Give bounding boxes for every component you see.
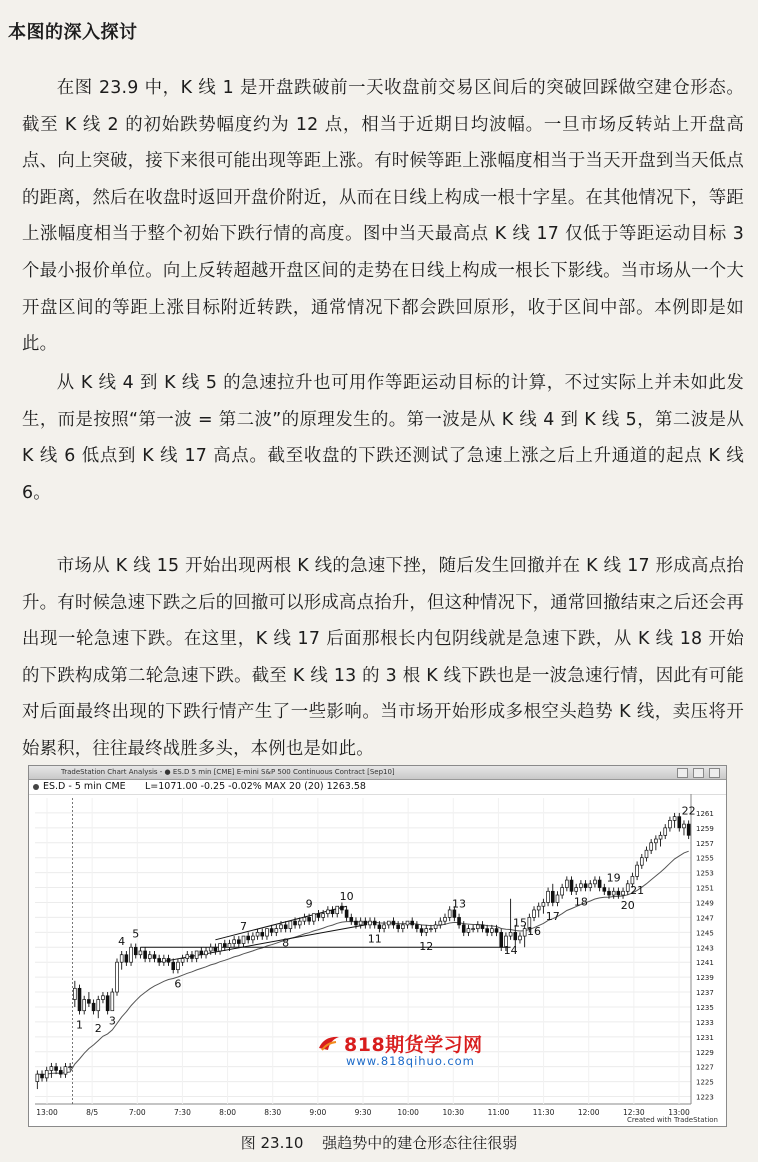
x-tick-label: 7:30 [174,1108,191,1117]
candlestick-chart [29,766,727,1127]
bar-label-11: 11 [367,932,382,946]
candle-body [317,914,320,918]
y-tick-label: 1251 [696,884,714,893]
bar-label-19: 19 [606,871,621,885]
chart-window [28,765,727,1127]
candle-body [481,925,484,929]
x-tick-label: 11:30 [532,1108,555,1117]
candle-body [561,888,564,895]
watermark [318,1030,518,1070]
x-tick-label: 9:30 [354,1108,372,1117]
y-tick-label: 1237 [696,989,714,998]
candle-body [78,988,81,1010]
y-tick-label: 1255 [696,854,714,863]
y-tick-label: 1235 [696,1003,714,1012]
candle-body [116,962,119,992]
candle-body [448,910,451,917]
candle-body [359,921,362,925]
candle-body [364,921,367,925]
candle-body [519,936,522,940]
candle-body [87,1000,90,1004]
candle-body [289,921,292,928]
candle-body [148,955,151,959]
y-tick-label: 1231 [696,1033,714,1042]
candle-body [265,929,268,936]
bar-label-4: 4 [118,935,126,948]
bar-label-9: 9 [305,897,313,911]
candle-body [556,895,559,902]
y-tick-label: 1259 [696,824,714,833]
candle-body [209,947,212,951]
candle-body [195,951,198,958]
candle-body [228,944,231,948]
candle-body [565,880,568,887]
candle-body [200,951,203,955]
x-tick-label: 7:00 [128,1108,146,1117]
chart-quote: L=1071.00 -0.25 -0.02% MAX 20 (20) 1263.58 [145,781,366,792]
candle-body [205,951,208,955]
figure-caption [0,1132,758,1153]
candle-body [486,929,489,933]
candle-body [373,921,376,925]
bar-label-3: 3 [108,1014,116,1028]
candle-body [162,958,165,962]
candle-body [176,962,179,969]
paragraph-1: 在图 23.9 中，K 线 1 是开盘跌破前一天收盘前交易区间后的突破回踩做空建仓形态。截至 K 线 2 的初始跌势幅度约为 12 点，相当于近期日均波幅。一旦市场反转站上开盘高点、向上突破，接下来很可能出现等距上涨。有时候等距上涨幅度相当于当天开盘到当天低点的距离，然后在收盘时返回开盘价附近，从而在日线上构成一根十字星。在其他情况下，等距上涨幅度相当于整个初始下跌行情的高度。图中当天最高点 K 线 17 仅低于等距运动目标 3 个最小报价单位。向上反转超越开盘区间的走势在日线上构成一根长下影线。当市场从一个大开盘区间的等距上涨目标附近转跌，通常情况下都会跌回原形，收于区间中部。本例即是如此。 [22,78,744,355]
chart-symbol: ES.D - 5 min CME [43,781,126,792]
candle-body [298,921,301,925]
candle-body [139,951,142,955]
candle-body [322,914,325,918]
candle-body [439,921,442,925]
candle-body [411,921,414,925]
candle-body [509,932,512,936]
candle-body [678,817,681,828]
y-tick-label: 1239 [696,974,714,983]
x-tick-label: 12:00 [577,1108,600,1117]
candle-body [472,929,475,930]
candle-body [158,958,161,962]
candle-body [101,996,104,1000]
figure-caption-text: 强趋势中的建仓形态往往很弱 [322,1134,518,1152]
candle-body [612,891,615,895]
candle-body [584,884,587,888]
candle-body [261,932,264,936]
bar-label-17: 17 [545,910,560,924]
candle-body [453,910,456,917]
candle-body [92,1003,95,1010]
candle-body [533,910,536,917]
watermark-logo-icon [318,1034,340,1052]
candle-body [153,955,156,959]
candle-body [191,955,194,959]
candle-body [340,906,343,910]
bar-label-18: 18 [573,895,588,909]
candle-body [181,958,184,962]
y-tick-label: 1247 [696,914,714,923]
candle-body [294,921,297,925]
y-tick-label: 1233 [696,1018,714,1027]
candle-body [36,1074,39,1081]
candle-body [237,940,240,944]
x-tick-label: 8:30 [264,1108,282,1117]
candle-body [636,865,639,876]
candle-body [214,947,217,951]
candle-body [308,917,311,921]
candle-body [186,955,189,959]
candle-body [280,925,283,929]
chart-credit: Created with TradeStation [626,1116,718,1124]
candle-body [167,958,170,962]
candle-body [401,925,404,929]
candle-body [490,929,493,933]
candle-body [50,1067,53,1071]
y-tick-label: 1243 [696,944,714,953]
chart-app-title: TradeStation Chart Analysis - ● ES.D 5 min [CME] E-mini S&P 500 Continuous Contract [Sep10] [61,768,395,776]
y-tick-label: 1225 [696,1078,714,1087]
candle-body [631,876,634,883]
candle-body [106,996,109,1011]
bar-label-16: 16 [527,925,542,939]
candle-body [130,947,133,962]
candle-body [45,1070,48,1077]
candle-body [467,929,470,933]
candle-body [41,1074,44,1078]
x-tick-label: 13:00 [668,1108,690,1117]
bar-label-6: 6 [174,977,182,991]
candle-body [326,910,329,914]
candle-body [434,925,437,929]
bar-label-13: 13 [452,897,467,911]
x-tick-label: 8/5 [86,1108,99,1117]
y-tick-label: 1249 [696,899,714,908]
candle-body [444,917,447,921]
section-heading: 本图的深入探讨 [8,22,138,43]
candle-body [284,925,287,929]
candle-body [312,914,315,921]
paragraph-3: 市场从 K 线 15 开始出现两根 K 线的急速下挫，随后发生回撤并在 K 线 17 形成高点抬升。有时候急速下跌之后的回撤可以形成高点抬升，但这种情况下，通常回撤结束之后还会再出现一轮急速下跌。在这里，K 线 17 后面那根长内包阴线就是急速下跌，从 K 线 18 开始的下跌构成第二轮急速下跌。截至 K 线 13 的 3 根 K 线下跌也是一波急速行情，因此有可能对后面最终出现的下跌行情产生了一些影响。当市场开始形成多根空头趋势 K 线，卖压将开始累积，往往最终战胜多头，本例也是如此。 [22,556,744,759]
candle-body [64,1067,67,1074]
candle-body [575,888,578,892]
candle-body [687,824,690,835]
candle-body [270,929,273,933]
candle-body [617,891,620,895]
x-tick-label: 10:00 [397,1108,419,1117]
candle-body [69,1067,72,1068]
y-tick-label: 1245 [696,929,714,938]
candle-body [650,843,653,850]
candle-body [668,820,671,827]
candle-body [664,828,667,835]
candle-body [125,955,128,962]
candle-body [683,824,686,828]
candle-body [233,940,236,944]
candle-body [542,902,545,906]
watermark-url: www.818qihuo.com [346,1054,475,1068]
candle-body [345,910,348,917]
candle-body [378,925,381,929]
candle-body [397,925,400,929]
candle-body [476,925,479,929]
bar-label-1: 1 [76,1018,84,1032]
x-tick-label: 10:30 [442,1108,465,1117]
candle-body [458,917,461,924]
candle-body [425,929,428,933]
candle-body [622,891,625,895]
candle-body [603,888,606,892]
candle-body [223,944,226,948]
candle-body [420,929,423,933]
bar-label-15: 15 [512,916,527,930]
bar-label-12: 12 [419,940,434,954]
candle-body [172,962,175,969]
candle-body [350,917,353,921]
figure-number: 图 23.10 [240,1134,304,1152]
candle-body [547,891,550,902]
candle-body [144,951,147,958]
x-tick-label: 9:00 [309,1108,327,1117]
y-tick-label: 1241 [696,959,714,968]
bar-label-21: 21 [630,884,645,898]
candle-body [593,880,596,884]
bar-label-10: 10 [339,890,354,904]
paragraph-2: 从 K 线 4 到 K 线 5 的急速拉升也可用作等距运动目标的计算，不过实际上并未如此发生，而是按照“第一波 = 第二波”的原理发生的。第一波是从 K 线 4 到 K 线 5，第二波是从 K 线 6 低点到 K 线 17 高点。截至收盘的下跌还测试了急速上涨之后上升通道的起点 K 线 6。 [22,373,744,503]
x-tick-label: 13:00 [36,1108,58,1117]
candle-body [256,932,259,936]
candle-body [551,891,554,902]
candle-body [429,929,432,930]
candle-body [589,884,592,888]
y-tick-label: 1227 [696,1063,714,1072]
candle-body [495,929,498,933]
candle-body [640,858,643,865]
candle-body [369,921,372,925]
y-tick-label: 1257 [696,839,714,848]
bar-label-8: 8 [282,936,290,950]
candle-body [579,884,582,888]
candle-body [242,936,245,943]
candle-body [608,891,611,895]
candle-body [219,944,222,951]
y-tick-label: 1253 [696,869,714,878]
y-tick-label: 1261 [696,809,714,818]
candle-body [392,921,395,925]
bar-label-22: 22 [681,804,696,818]
bar-label-20: 20 [620,899,635,913]
candle-body [645,850,648,857]
bar-label-7: 7 [240,920,248,934]
watermark-title: 818期货学习网 [344,1034,483,1056]
bar-label-5: 5 [132,927,140,941]
candle-body [97,1000,100,1011]
y-tick-label: 1223 [696,1093,714,1102]
candle-body [415,925,418,929]
candle-body [59,1070,62,1074]
candle-body [523,929,526,936]
y-tick-label: 1229 [696,1048,714,1057]
candle-body [355,921,358,925]
candle-body [500,932,503,947]
candle-body [387,921,390,925]
candle-body [462,925,465,932]
x-tick-label: 11:00 [487,1108,510,1117]
bar-label-2: 2 [94,1022,102,1036]
candle-body [247,936,250,940]
candle-body [626,884,629,891]
candle-body [659,835,662,839]
candle-body [383,925,386,929]
candle-body [111,992,114,1011]
candle-body [331,910,334,914]
candle-body [83,1000,86,1011]
candle-body [598,880,601,887]
candle-body [336,906,339,913]
candle-body [134,947,137,954]
candle-body [570,880,573,891]
candle-body [275,929,278,933]
candle-body [303,917,306,921]
candle-body [654,839,657,843]
candle-body [251,936,254,940]
candle-body [73,988,76,999]
x-tick-label: 8:00 [219,1108,236,1117]
candle-body [120,955,123,962]
x-tick-label: 12:30 [623,1108,645,1117]
candle-body [514,932,517,939]
bar-label-14: 14 [503,943,518,957]
candle-body [55,1067,58,1071]
candle-body [406,921,409,925]
candle-body [537,906,540,910]
candle-body [673,817,676,821]
